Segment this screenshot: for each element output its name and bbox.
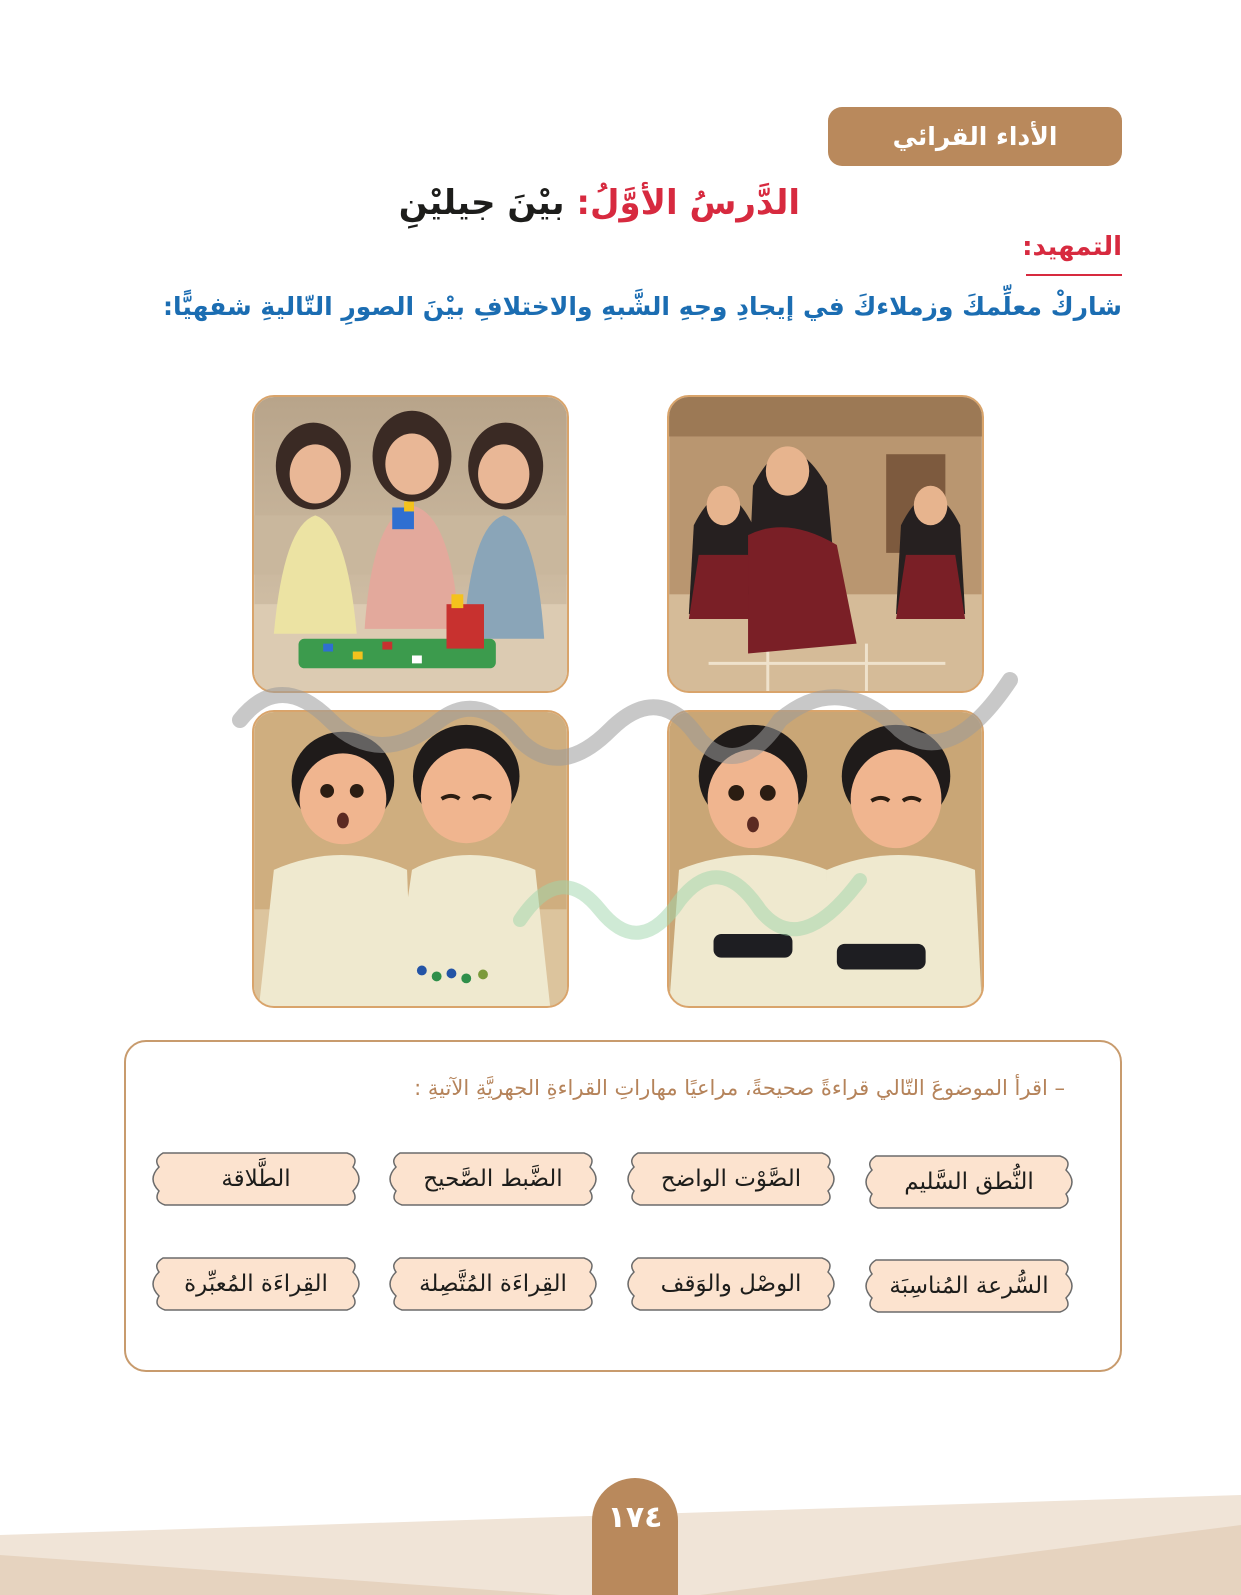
intro-heading-underline bbox=[1026, 274, 1122, 276]
intro-heading-text: التمهيد: bbox=[1022, 232, 1122, 262]
skill-label: الطَّلاقة bbox=[221, 1166, 291, 1192]
skill-chip bbox=[858, 1252, 1080, 1320]
skill-chip bbox=[382, 1250, 604, 1318]
girls-hopscotch-image bbox=[667, 395, 984, 693]
intro-instruction: شاركْ معلِّمكَ وزملاءكَ في إيجادِ وجهِ الشَّبهِ والاختلافِ بيْنَ الصورِ التّاليةِ شفهيًّا: bbox=[163, 292, 1122, 321]
skill-label: الصَّوْت الواضح bbox=[660, 1166, 802, 1192]
skill-chip bbox=[858, 1148, 1080, 1216]
section-label: الأداء القرائي bbox=[892, 122, 1058, 151]
page-number: ١٧٤ bbox=[607, 1500, 663, 1535]
skill-label: الوصْل والوَقف bbox=[660, 1271, 802, 1297]
skill-chip bbox=[382, 1145, 604, 1213]
lesson-title-name: بيْنَ جيليْنِ bbox=[398, 183, 577, 223]
skill-label: النُّطق السَّليم bbox=[904, 1169, 1034, 1195]
skill-chip bbox=[620, 1145, 842, 1213]
skill-chip bbox=[620, 1250, 842, 1318]
reading-skills-prompt: – اقرأ الموضوعَ التّالي قراءةً صحيحةً، مراعيًا مهاراتِ القراءةِ الجهريَّةِ الآتيةِ : bbox=[414, 1076, 1065, 1100]
lesson-title bbox=[300, 183, 800, 243]
skill-label: القِراءَة المُتَّصِلة bbox=[419, 1271, 567, 1297]
page-number-badge bbox=[592, 1478, 678, 1595]
skill-label: السُّرعة المُناسِبَة bbox=[889, 1273, 1049, 1299]
boys-marbles-image bbox=[252, 710, 569, 1008]
girls-building-blocks-image bbox=[252, 395, 569, 693]
skill-chip bbox=[145, 1145, 367, 1213]
skill-label: القِراءَة المُعبِّرة bbox=[184, 1271, 328, 1297]
section-tab bbox=[828, 107, 1122, 166]
lesson-title-prefix: الدَّرسُ الأوَّلُ: bbox=[576, 183, 800, 223]
intro-heading bbox=[960, 232, 1122, 276]
skill-label: الضَّبط الصَّحيح bbox=[423, 1166, 563, 1192]
boys-video-games-image bbox=[667, 710, 984, 1008]
skill-chip bbox=[145, 1250, 367, 1318]
